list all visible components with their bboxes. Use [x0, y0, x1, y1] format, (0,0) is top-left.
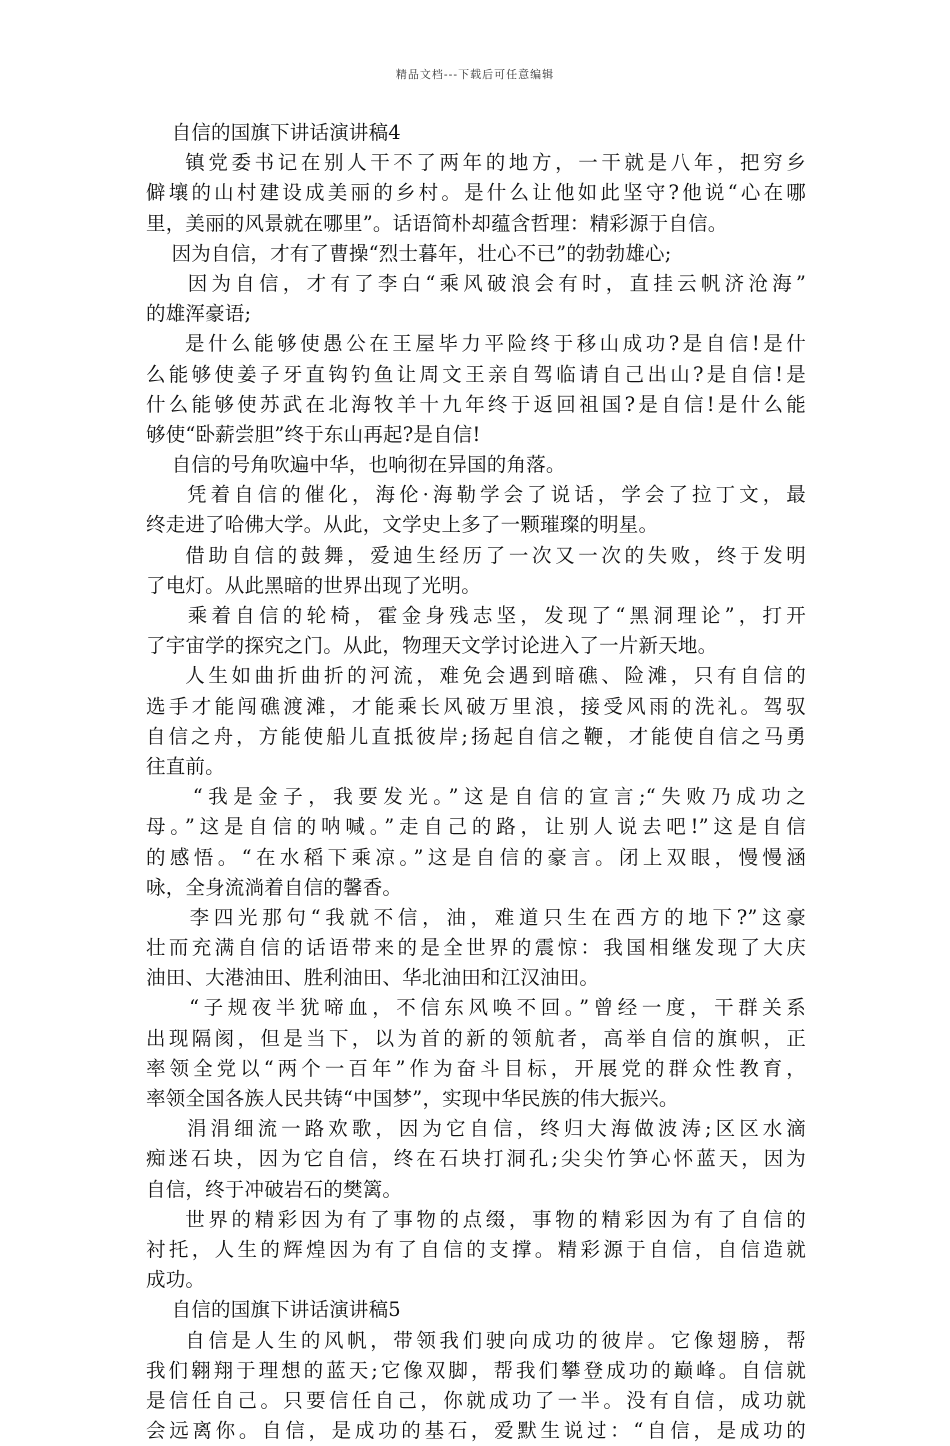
text-line: 人生如曲折曲折的河流，难免会遇到暗礁、险滩，只有自信的: [146, 664, 806, 688]
text-line: 自信的号角吹遍中华，也响彻在异国的角落。: [146, 453, 566, 477]
text-line: 衬托，人生的辉煌因为有了自信的支撑。精彩源于自信，自信造就: [146, 1237, 806, 1261]
text-line: 借助自信的鼓舞，爱迪生经历了一次又一次的失败，终于发明: [146, 543, 806, 567]
text-line: 是什么能够使愚公在王屋毕力平险终于移山成功?是自信!是什: [146, 332, 806, 356]
text-line: 母。”这是自信的呐喊。”走自己的路，让别人说去吧!”这是自信: [146, 815, 806, 839]
text-line: 壮而充满自信的话语带来的是全世界的震惊：我国相继发现了大庆: [146, 936, 806, 960]
text-line: 僻壤的山村建设成美丽的乡村。是什么让他如此坚守?他说“心在哪: [146, 181, 806, 205]
page-header: 精品文档---下载后可任意编辑: [395, 68, 555, 81]
text-line: 我们翱翔于理想的蓝天;它像双脚，帮我们攀登成功的巅峰。自信就: [146, 1358, 806, 1382]
text-line: 世界的精彩因为有了事物的点缀，事物的精彩因为有了自信的: [146, 1207, 806, 1231]
text-line: 会远离你。自信，是成功的基石，爱默生说过：“自信，是成功的: [146, 1419, 806, 1443]
text-line: 什么能够使苏武在北海牧羊十九年终于返回祖国?是自信!是什么能: [146, 392, 806, 416]
text-line: 因为自信，才有了李白“乘风破浪会有时，直挂云帆济沧海”: [146, 271, 806, 295]
text-line: “我是金子，我要发光。”这是自信的宣言;“失败乃成功之: [146, 785, 806, 809]
section-title: 自信的国旗下讲话演讲稿4: [146, 121, 401, 144]
text-line: 的感悟。“在水稻下乘凉。”这是自信的豪言。闭上双眼，慢慢涵: [146, 845, 806, 869]
text-line: 选手才能闯礁渡滩，才能乘长风破万里浪，接受风雨的洗礼。驾驭: [146, 694, 806, 718]
text-line: 率领全党以“两个一百年”作为奋斗目标，开展党的群众性教育，: [146, 1056, 806, 1080]
text-line: 的雄浑豪语;: [146, 302, 252, 326]
text-line: 出现隔阂，但是当下，以为首的新的领航者，高举自信的旗帜，正: [146, 1026, 806, 1050]
text-line: 了电灯。从此黑暗的世界出现了光明。: [146, 573, 481, 597]
text-line: 自信，终于冲破岩石的樊篱。: [146, 1177, 403, 1201]
text-line: 自信之舟，方能使船儿直抵彼岸;扬起自信之鞭，才能使自信之马勇: [146, 724, 806, 748]
text-line: 终走进了哈佛大学。从此，文学史上多了一颗璀璨的明星。: [146, 513, 659, 537]
text-line: 涓涓细流一路欢歌，因为它自信，终归大海做波涛;区区水滴: [146, 1117, 806, 1141]
text-line: 率领全国各族人民共铸“中国梦”，实现中华民族的伟大振兴。: [146, 1087, 679, 1110]
text-line: “子规夜半犹啼血，不信东风唤不回。”曾经一度，干群关系: [146, 996, 806, 1020]
text-line: 痴迷石块，因为它自信，终在石块打洞孔;尖尖竹笋心怀蓝天，因为: [146, 1147, 806, 1171]
document-body: [146, 118, 806, 1446]
text-line: 凭着自信的催化，海伦·海勒学会了说话，学会了拉丁文，最: [146, 483, 806, 507]
text-line: 因为自信，才有了曹操“烈士暮年，壮心不已”的勃勃雄心;: [146, 241, 672, 265]
text-line: 咏，全身流淌着自信的馨香。: [146, 875, 403, 899]
text-line: 自信是人生的风帆，带领我们驶向成功的彼岸。它像翅膀，帮: [146, 1328, 806, 1352]
text-line: 油田、大港油田、胜利油田、华北油田和江汉油田。: [146, 966, 600, 990]
text-line: 往直前。: [146, 754, 225, 778]
text-line: 够使“卧薪尝胆”终于东山再起?是自信!: [146, 422, 481, 446]
text-line: 里，美丽的风景就在哪里”。话语简朴却蕴含哲理：精彩源于自信。: [146, 211, 728, 235]
text-line: 李四光那句“我就不信，油，难道只生在西方的地下?”这豪: [146, 905, 806, 929]
section-title: 自信的国旗下讲话演讲稿5: [146, 1298, 401, 1322]
text-line: 镇党委书记在别人干不了两年的地方，一干就是八年，把穷乡: [146, 151, 806, 175]
text-line: 么能够使姜子牙直钩钓鱼让周文王亲自驾临请自己出山?是自信!是: [146, 362, 806, 386]
text-line: 是信任自己。只要信任自己，你就成功了一半。没有自信，成功就: [146, 1388, 806, 1412]
text-line: 成功。: [146, 1268, 206, 1292]
text-line: 了宇宙学的探究之门。从此，物理天文学讨论进入了一片新天地。: [146, 634, 718, 658]
text-line: 乘着自信的轮椅，霍金身残志坚，发现了“黑洞理论”，打开: [146, 604, 806, 627]
